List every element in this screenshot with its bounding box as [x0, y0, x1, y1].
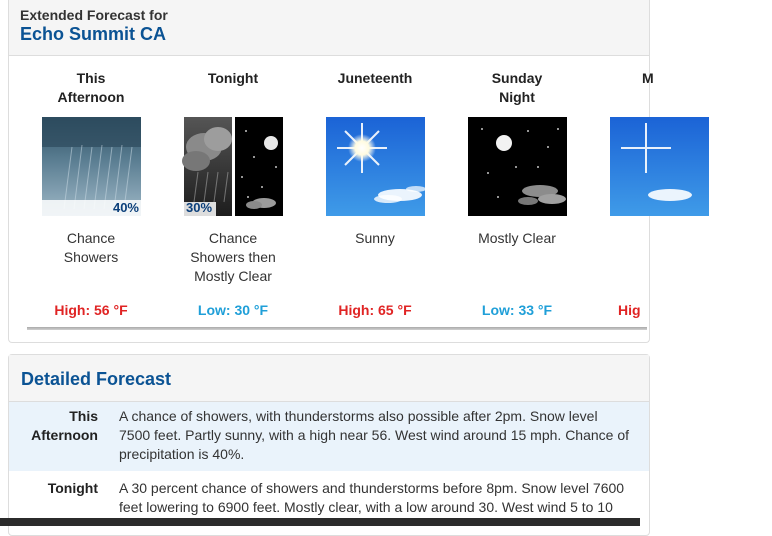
- extended-forecast-panel: [8, 0, 654, 343]
- detailed-forecast-header: [9, 355, 649, 402]
- extended-forecast-subtitle: Extended Forecast for: [20, 7, 168, 23]
- precip-chance: 30%: [186, 200, 213, 215]
- detailed-row-text: A 30 percent chance of showers and thunderstorms before 8pm. Snow level 7600 feet lowering to 6900 feet. Mostly clear, with a low around 30. West wind 5 to 10: [119, 480, 625, 515]
- period-temperature: Low: 33 °F: [481, 302, 553, 318]
- location-title: Echo Summit CA: [20, 24, 167, 44]
- period-name: Juneteenth: [337, 70, 413, 86]
- mostly-clear-night-icon[interactable]: [468, 117, 567, 216]
- period-name: This Afternoon: [57, 70, 125, 105]
- period-temperature: Hig: [618, 302, 641, 318]
- sunny-icon[interactable]: [326, 117, 425, 216]
- forecast-divider: [27, 327, 647, 330]
- period-temperature: High: 65 °F: [338, 302, 412, 318]
- period-description: Sunny: [355, 230, 395, 246]
- period-description: Mostly Clear: [478, 230, 556, 246]
- extended-forecast-header: [9, 0, 649, 56]
- detailed-row-text: A chance of showers, with thunderstorms also possible after 2pm. Snow level 7500 feet. Partly sunny, with a high near 56. West wind around 15 mph. Chance of precipitation is 40%.: [119, 408, 630, 462]
- rain-showers-icon[interactable]: [42, 117, 141, 216]
- detailed-row-label: Tonight: [47, 480, 98, 496]
- period-name: M: [642, 70, 654, 86]
- sunny-icon[interactable]: [610, 117, 709, 216]
- period-temperature: High: 56 °F: [54, 302, 128, 318]
- forecast-periods-row: [9, 57, 654, 342]
- detailed-forecast-row: [9, 402, 649, 471]
- period-name: Sunday Night: [491, 70, 543, 105]
- precip-chance: 40%: [112, 200, 139, 215]
- period-description: Chance Showers then Mostly Clear: [190, 230, 276, 284]
- period-temperature: Low: 30 °F: [197, 302, 269, 318]
- showers-then-clear-night-icon[interactable]: [184, 117, 283, 216]
- detailed-row-label: This Afternoon: [31, 408, 98, 443]
- period-name: Tonight: [207, 70, 259, 86]
- detailed-forecast-panel: [8, 354, 650, 536]
- bottom-bar: [0, 518, 640, 526]
- period-description: Chance Showers: [63, 230, 119, 265]
- detailed-forecast-title: Detailed Forecast: [21, 369, 172, 389]
